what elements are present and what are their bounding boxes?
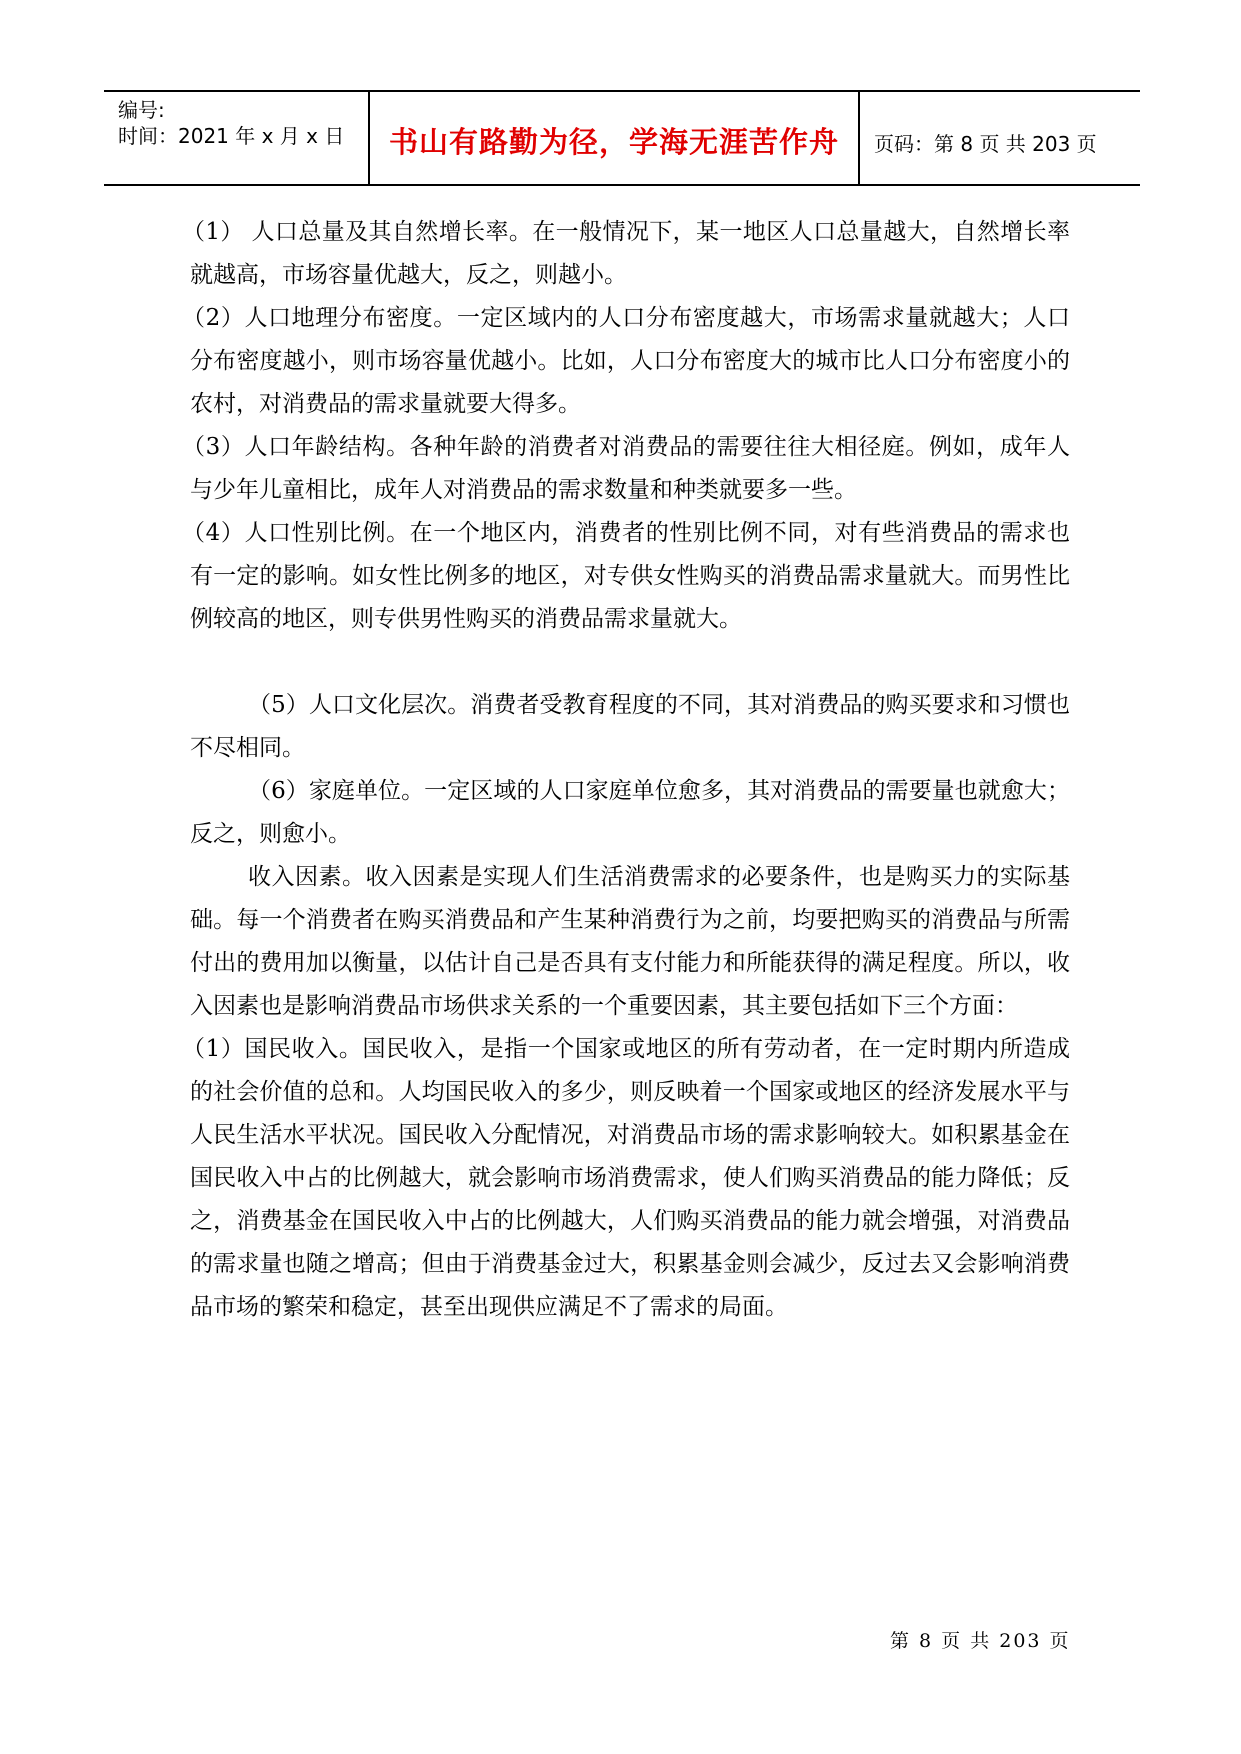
document-body xyxy=(182,211,1070,1329)
page-header-table xyxy=(104,90,1140,186)
page-footer: 第 8 页 共 203 页 xyxy=(890,1630,1071,1652)
time-label: 时间：2021 年 x 月 x 日 xyxy=(118,124,345,148)
paragraph-population-age: （3）人口年龄结构。各种年龄的消费者对消费品的需要往往大相径庭。例如，成年人与少年儿童相比，成年人对消费品的需求数量和种类就要多一些。 xyxy=(182,434,1070,503)
header-left-cell xyxy=(104,92,370,184)
paragraph-gap xyxy=(190,641,1070,684)
header-motto: 书山有路勤为径，学海无涯苦作舟 xyxy=(388,125,839,159)
paragraph-household-units: （6）家庭单位。一定区域的人口家庭单位愈多，其对消费品的需要量也就愈大；反之，则愈小。 xyxy=(190,778,1070,847)
header-center-cell xyxy=(370,92,860,184)
paragraph-income-factor: 收入因素。收入因素是实现人们生活消费需求的必要条件，也是购买力的实际基础。每一个消费者在购买消费品和产生某种消费行为之前，均要把购买的消费品与所需付出的费用加以衡量，以估计自己是否具有支付能力和所能获得的满足程度。所以，收入因素也是影响消费品市场供求关系的一个重要因素，其主要包括如下三个方面： xyxy=(190,864,1070,1019)
paragraph-national-income: （1）国民收入。国民收入，是指一个国家或地区的所有劳动者，在一定时期内所造成的社会价值的总和。人均国民收入的多少，则反映着一个国家或地区的经济发展水平与人民生活水平状况。国民收入分配情况，对消费品市场的需求影响较大。如积累基金在国民收入中占的比例越大，就会影响市场消费需求，使人们购买消费品的能力降低；反之，消费基金在国民收入中占的比例越大，人们购买消费品的能力就会增强，对消费品的需求量也随之增高；但由于消费基金过大，积累基金则会减少，反过去又会影响消费品市场的繁荣和稳定，甚至出现供应满足不了需求的局面。 xyxy=(182,1036,1070,1320)
paragraph-population-density: （2）人口地理分布密度。一定区域内的人口分布密度越大，市场需求量就越大；人口分布密度越小，则市场容量优越小。比如，人口分布密度大的城市比人口分布密度小的农村，对消费品的需求量就要大得多。 xyxy=(182,305,1070,417)
number-label: 编号: xyxy=(118,98,165,122)
header-page-code: 页码：第 8 页 共 203 页 xyxy=(874,132,1097,156)
paragraph-population-education: （5）人口文化层次。消费者受教育程度的不同，其对消费品的购买要求和习惯也不尽相同。 xyxy=(190,692,1070,761)
header-right-cell xyxy=(860,92,1140,184)
paragraph-population-gender: （4）人口性别比例。在一个地区内，消费者的性别比例不同，对有些消费品的需求也有一定的影响。如女性比例多的地区，对专供女性购买的消费品需求量就大。而男性比例较高的地区，则专供男性购买的消费品需求量就大。 xyxy=(182,520,1070,632)
paragraph-population-total: （1） 人口总量及其自然增长率。在一般情况下，某一地区人口总量越大，自然增长率就越高，市场容量优越大，反之，则越小。 xyxy=(182,219,1070,288)
